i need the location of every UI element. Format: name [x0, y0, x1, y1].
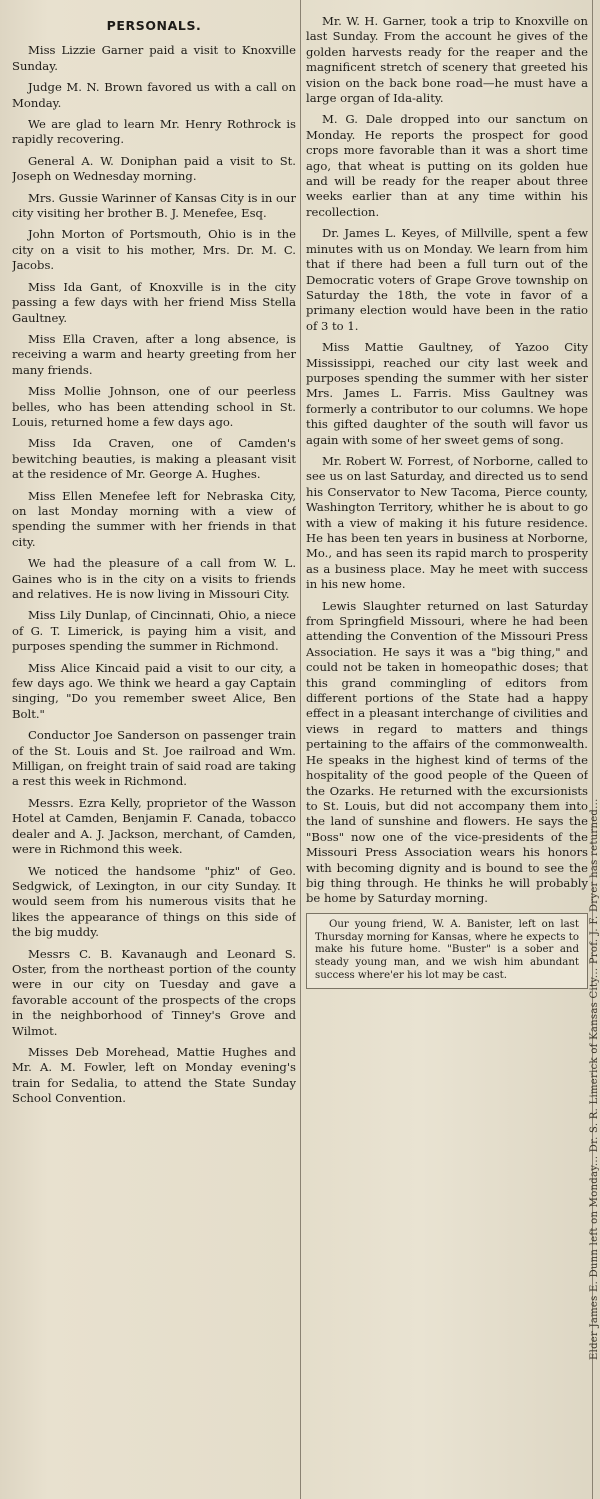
paragraph: Messrs. Ezra Kelly, proprietor of the Wasson Hotel at Camden, Benjamin F. Canada, tobacco dealer and A. J. Jackson, merchant, of Camden, were in Richmond this week. [12, 795, 296, 857]
paragraph: Miss Ida Craven, one of Camden's bewitching beauties, is making a pleasant visit at the residence of Mr. George A. Hughes. [12, 436, 296, 482]
paragraph: Miss Ellen Menefee left for Nebraska City, on last Monday morning with a view of spending the summer with her friends in that city. [12, 488, 296, 549]
paragraph: Miss Lizzie Garner paid a visit to Knoxville Sunday. [12, 43, 296, 73]
right-column [306, 14, 588, 1489]
paragraph: Conductor Joe Sanderson on passenger train of the St. Louis and St. Joe railroad and Wm. Milligan, on freight train of said road are taking a rest this week in Richmond. [12, 728, 296, 789]
paragraph: John Morton of Portsmouth, Ohio is in the city on a visit to his mother, Mrs. Dr. M. C. Jacobs. [12, 227, 296, 273]
paragraph: Miss Ella Craven, after a long absence, is receiving a warm and hearty greeting from her many friends. [12, 331, 296, 377]
paragraph: Mr. W. H. Garner, took a trip to Knoxville on last Sunday. From the account he gives of the golden harvests ready for the reaper and the magnificent stretch of scenery that greeted his vision on the back bone road—he must have a large organ of Ida-ality. [306, 14, 588, 106]
paragraph: General A. W. Doniphan paid a visit to St. Joseph on Wednesday morning. [12, 153, 296, 184]
section-heading: PERSONALS. [106, 18, 202, 33]
paragraph: Miss Alice Kincaid paid a visit to our city, a few days ago. We think we heard a gay Captain singing, "Do you remember sweet Alice, Ben Bolt." [12, 660, 296, 721]
left-column [12, 14, 296, 1489]
paragraph: Miss Mollie Johnson, one of our peerless belles, who has been attending school in St. Louis, returned home a few days ago. [12, 384, 296, 429]
paragraph: Misses Deb Morehead, Mattie Hughes and Mr. A. M. Fowler, left on Monday evening's train for Sedalia, to attend the State Sunday School Convention. [12, 1044, 296, 1106]
paragraph: Dr. James L. Keyes, of Millville, spent a few minutes with us on Monday. We learn from him that if there had been a full turn out of the Democratic voters of Grape Grove township on Saturday the 18th, the vote in favor of a primany election would have been in the ratio of 3 to 1. [306, 226, 588, 333]
paragraph: We had the pleasure of a call from W. L. Gaines who is in the city on a visits to friends and relatives. He is now living in Missouri City. [12, 556, 296, 601]
boxed-notice-text: Our young friend, W. A. Banister, left on last Thursday morning for Kansas, where he expects to make his future home. "Buster" is a sober and steady young man, and we wish him abundant success where'er his lot may be cast. [315, 918, 579, 981]
paragraph: We noticed the handsome "phiz" of Geo. Sedgwick, of Lexington, in our city Sunday. It would seem from his numerous visits that he likes the appearance of things on this side of the big muddy. [12, 863, 296, 940]
paragraph: Miss Mattie Gaultney, of Yazoo City Mississippi, reached our city last week and purposes spending the summer with her sister Mrs. James L. Farris. Miss Gaultney was formerly a contributor to our columns. We hope this gifted daughter of the south will favor us again with some of her sweet gems of song. [306, 340, 588, 447]
paragraph: Miss Ida Gant, of Knoxville is in the city passing a few days with her friend Miss Stella Gaultney. [12, 279, 296, 325]
paragraph: Mrs. Gussie Warinner of Kansas City is in our city visiting her brother B. J. Menefee, Esq. [12, 190, 296, 221]
paragraph: Lewis Slaughter returned on last Saturday from Springfield Missouri, where he had been attending the Convention of the Missouri Press Association. He says it was a "big thing," and could not be taken in homeopathic doses; that this grand commingling of editors from different portions of the State had a happy effect in a pleasant interchange of civilities and views in regard to matters and things pertaining to the affairs of the commonwealth. He speaks in the highest kind of terms of the hospitality of the good people of the Queen of the Ozarks. He returned with the excursionists to St. Louis, but did not accompany them into the land of sunshine and flowers. He says the "Boss" now one of the vice-presidents of the Missouri Press Association wears his honors with becoming dignity and is bound to see the big thing through. He thinks he will probably be home by Saturday morning. [306, 598, 588, 906]
paragraph: M. G. Dale dropped into our sanctum on Monday. He reports the prospect for good crops more favorable than it was a short time ago, that wheat is putting on its golden hue and will be ready for the reaper about three weeks earlier than at any time within his recollection. [306, 112, 588, 219]
paragraph: We are glad to learn Mr. Henry Rothrock is rapidly recovering. [12, 117, 296, 147]
paragraph: Messrs C. B. Kavanaugh and Leonard S. Oster, from the northeast portion of the county were in our city on Tuesday and gave a favorable account of the prospects of the crops in the neighborhood of Tinney's Grove and Wilmot. [12, 946, 296, 1038]
paragraph: Miss Lily Dunlap, of Cincinnati, Ohio, a niece of G. T. Limerick, is paying him a visit, and purposes spending the summer in Richmond. [12, 608, 296, 654]
paragraph: Mr. Robert W. Forrest, of Norborne, called to see us on last Saturday, and directed us to send his Conservator to New Tacoma, Pierce county, Washington Territory, whither he is about to go with a view of making it his future residence. He has been ten years in business at Norborne, Mo., and has seen its rapid march to prosperity as a business place. May he meet with success in his new home. [306, 453, 588, 592]
column-divider [300, 0, 301, 1499]
paragraph: Judge M. N. Brown favored us with a call on Monday. [12, 80, 296, 110]
margin-clipping-text: Elder James E. Dunn left on Monday... Dr. S. R. Limerick of Kansas City... Prof. J. F. Dryer has returned... [589, 798, 600, 1360]
boxed-notice [306, 913, 588, 989]
